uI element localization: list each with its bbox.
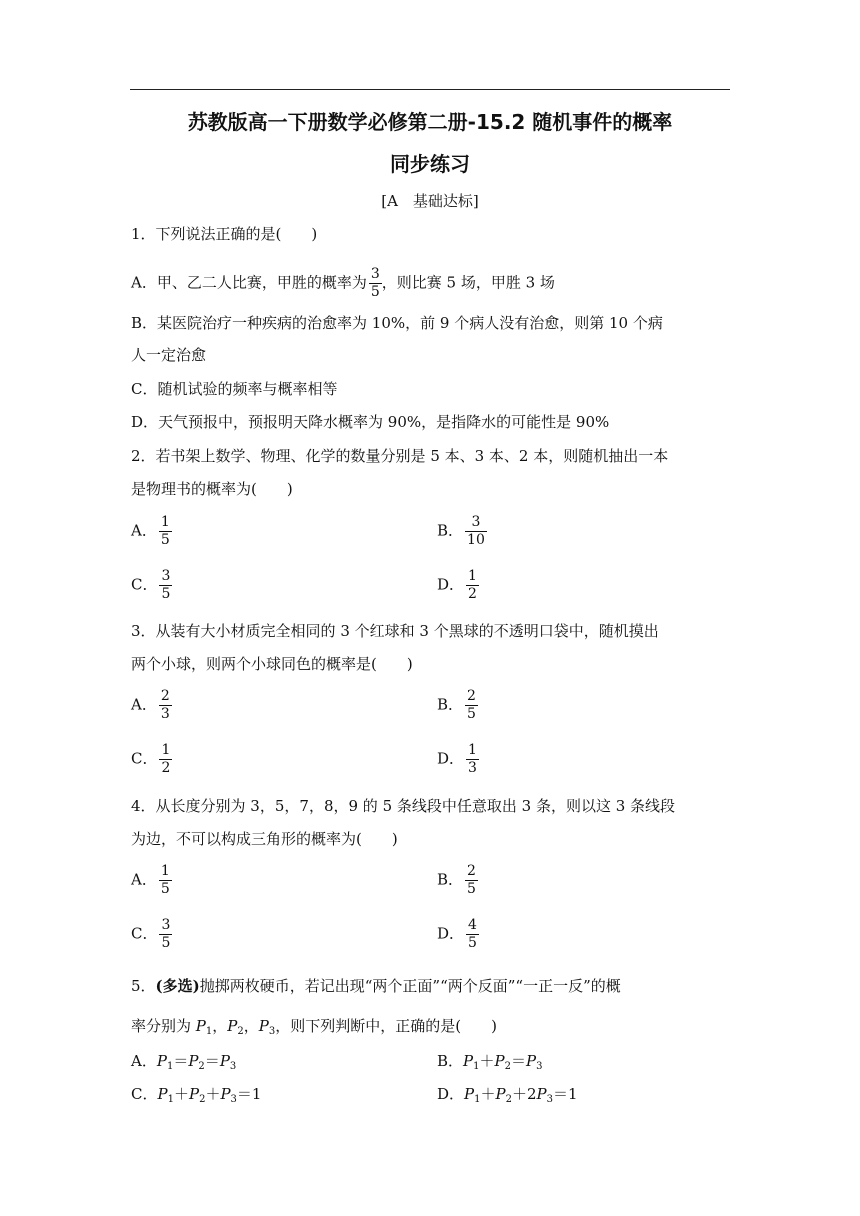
q5-stem-text: 抛掷两枚硬币，若记出现“两个正面”“两个反面”“一正一反”的概: [199, 977, 621, 995]
fraction: [159, 742, 172, 777]
fraction: [159, 688, 172, 723]
option-label: B．: [437, 1052, 464, 1070]
header-rule: [130, 89, 730, 90]
denominator: 5: [160, 532, 170, 548]
denominator: 2: [161, 760, 171, 776]
numerator: 1: [468, 568, 477, 584]
q3-stem-line2: 两个小球，则两个小球同色的概率是( ): [131, 655, 413, 673]
q1-option-a-text: A．甲、乙二人比赛，甲胜的概率为: [131, 273, 367, 292]
q4-option-b: [437, 863, 478, 898]
q4-option-a: [131, 863, 172, 898]
fraction: [159, 917, 172, 952]
q5-stem-line1: [131, 976, 621, 996]
denominator: 5: [467, 881, 476, 897]
q2-stem-line1: 2．若书架上数学、物理、化学的数量分别是 5 本、3 本、2 本，则随机抽出一本: [131, 447, 669, 465]
denominator: 5: [468, 935, 477, 951]
fraction: [159, 514, 172, 549]
denominator: 10: [467, 532, 485, 548]
q1-option-a-tail: ，则比赛 5 场，甲胜 3 场: [381, 273, 555, 292]
denominator: 5: [161, 935, 171, 951]
q3-option-a: [131, 688, 172, 723]
denominator: 3: [468, 760, 477, 776]
q5-option-c: C．$P_1+P_2+P_3=1$: [131, 1085, 262, 1105]
option-label: A．: [131, 870, 157, 889]
q5-stem-line2: 率分别为 $P_1$，$P_2$，$P_3$，则下列判断中，正确的是( ): [131, 1017, 497, 1037]
option-label: B．: [437, 870, 464, 889]
numerator: 2: [160, 688, 170, 704]
question-number: 5．: [131, 977, 156, 995]
q5-option-a: A．$P_1=P_2=P_3$: [131, 1052, 237, 1072]
numerator: 3: [161, 568, 171, 584]
q3-option-d: [437, 742, 479, 777]
page-subtitle: 同步练习: [390, 152, 470, 176]
q1-option-d: D．天气预报中，预报明天降水概率为 90%，是指降水的可能性是 90%: [131, 413, 610, 431]
fraction: [465, 514, 487, 549]
q2-stem-line2: 是物理书的概率为( ): [131, 480, 293, 498]
q5-stem-suffix: ，则下列判断中，正确的是( ): [275, 1017, 497, 1035]
q1-option-c: C．随机试验的频率与概率相等: [131, 380, 338, 398]
denominator: 5: [161, 586, 171, 602]
option-label: B．: [437, 521, 464, 540]
fraction: [466, 917, 479, 952]
q1-option-b-line1: B．某医院治疗一种疾病的治愈率为 10%，前 9 个病人没有治愈，则第 10 个病: [131, 314, 663, 332]
option-label: B．: [437, 695, 464, 714]
q2-option-a: [131, 514, 172, 549]
q4-option-c: [131, 917, 172, 952]
numerator: 3: [161, 917, 171, 933]
fraction: [159, 863, 172, 898]
option-label: A．: [131, 521, 157, 540]
option-label: D．: [437, 575, 465, 594]
fraction: [159, 568, 172, 603]
option-label: C．: [131, 575, 158, 594]
q3-stem-line1: 3．从装有大小材质完全相同的 3 个红球和 3 个黑球的不透明口袋中，随机摸出: [131, 622, 659, 640]
option-label: C．: [131, 749, 158, 768]
fraction: [369, 266, 382, 301]
numerator: 3: [370, 266, 380, 282]
q1-option-a: [131, 266, 555, 301]
option-label: A．: [131, 695, 157, 714]
option-label: D．: [437, 1085, 465, 1103]
denominator: 5: [160, 881, 170, 897]
q1-stem: 1．下列说法正确的是( ): [131, 225, 318, 243]
numerator: 1: [160, 863, 170, 879]
fraction: [465, 863, 478, 898]
denominator: 5: [467, 706, 476, 722]
q4-stem-line1: 4．从长度分别为 3，5，7，8，9 的 5 条线段中任意取出 3 条，则以这 3 条线段: [131, 797, 676, 815]
fraction: [466, 742, 479, 777]
numerator: 3: [465, 514, 487, 532]
q4-stem-line2: 为边，不可以构成三角形的概率为( ): [131, 830, 398, 848]
page-title: 苏教版高一下册数学必修第二册-15.2 随机事件的概率: [187, 110, 673, 134]
denominator: 5: [370, 284, 380, 300]
q4-option-d: [437, 917, 479, 952]
option-label: C．: [131, 1085, 158, 1103]
q2-option-b: [437, 514, 487, 549]
option-label: A．: [131, 1052, 157, 1070]
multi-select-tag: (多选): [155, 977, 200, 995]
numerator: 2: [467, 688, 476, 704]
option-label: D．: [437, 924, 465, 943]
q5-stem-prefix: 率分别为: [131, 1017, 196, 1035]
q2-option-d: [437, 568, 479, 603]
q5-option-b: B．$P_1+P_2=P_3$: [437, 1052, 543, 1072]
fraction: [466, 568, 479, 603]
numerator: 1: [468, 742, 477, 758]
numerator: 4: [468, 917, 477, 933]
numerator: 1: [161, 742, 171, 758]
denominator: 2: [468, 586, 477, 602]
option-label: C．: [131, 924, 158, 943]
fraction: [465, 688, 478, 723]
q5-option-d: D．$P_1+P_2+2P_3=1$: [437, 1085, 578, 1105]
section-heading: [A 基础达标]: [381, 192, 479, 210]
option-label: D．: [437, 749, 465, 768]
q2-option-c: [131, 568, 172, 603]
denominator: 3: [160, 706, 170, 722]
numerator: 2: [467, 863, 476, 879]
numerator: 1: [160, 514, 170, 530]
q1-option-b-line2: 人一定治愈: [131, 346, 207, 364]
q3-option-c: [131, 742, 172, 777]
q3-option-b: [437, 688, 478, 723]
